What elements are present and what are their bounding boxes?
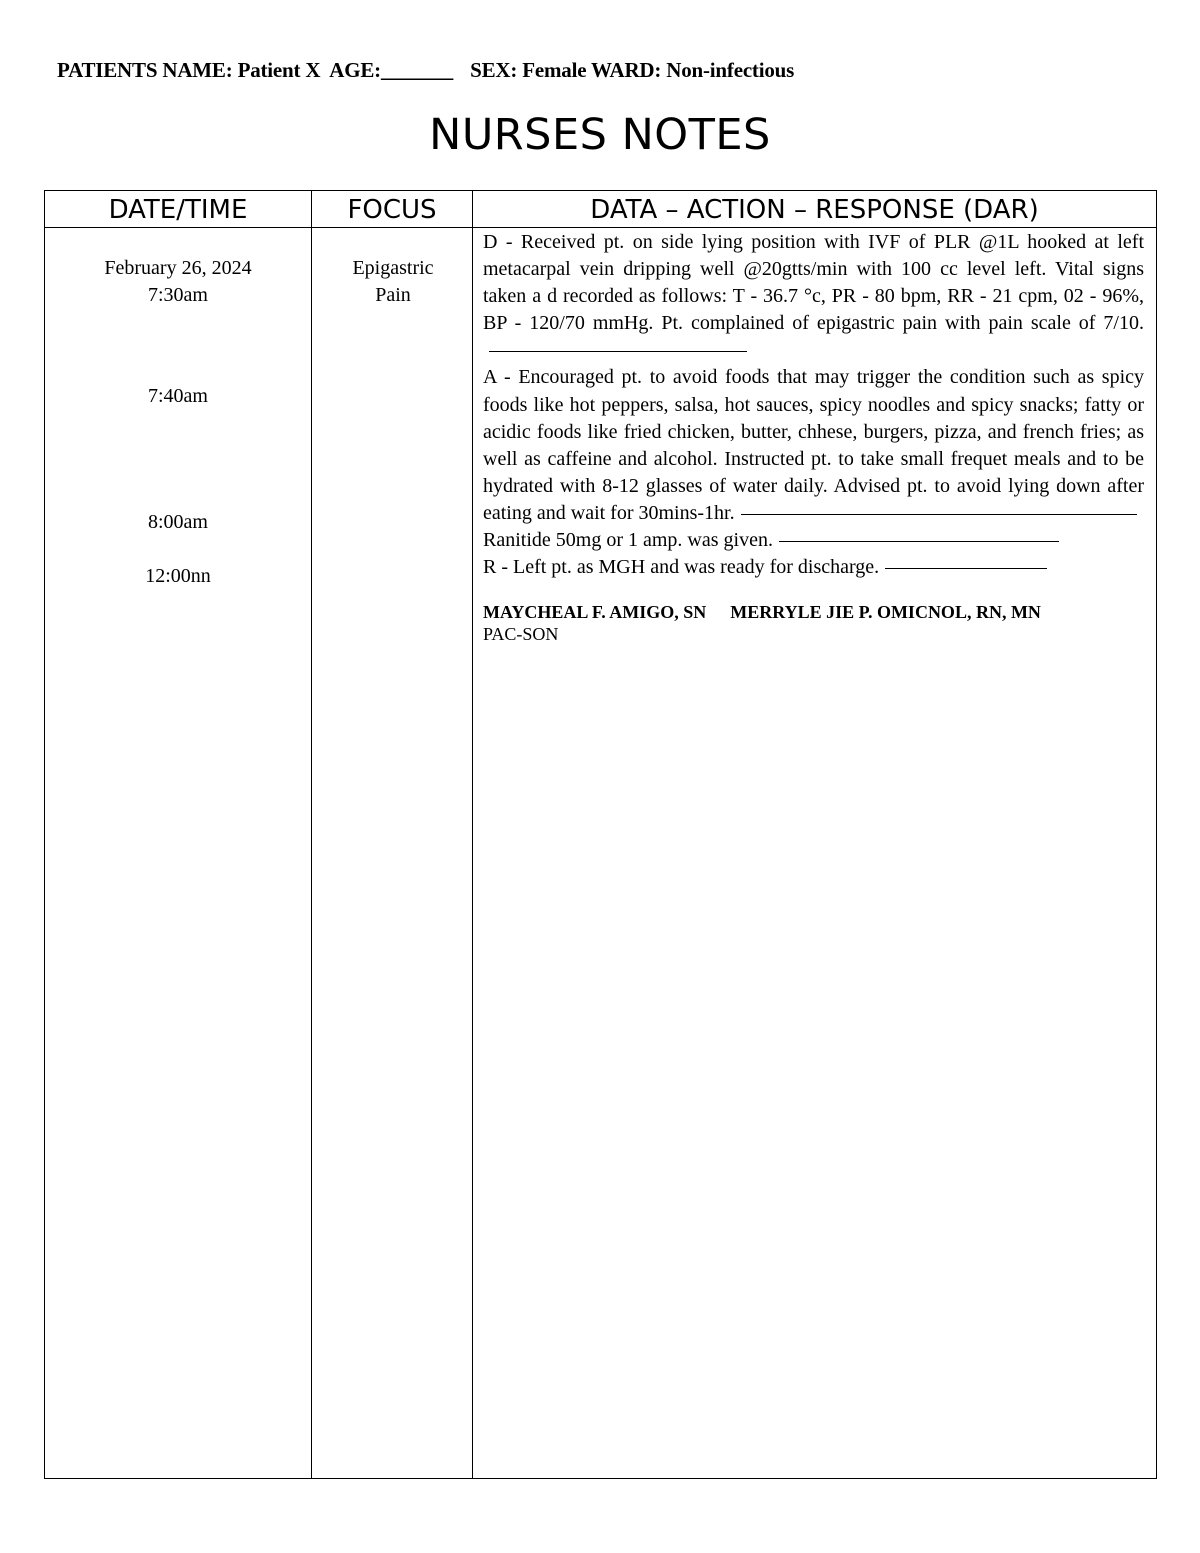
entry-time: 7:40am — [148, 385, 208, 407]
focus-line: Pain — [375, 284, 411, 306]
school-name: PAC-SON — [483, 624, 559, 645]
patient-info-header — [57, 58, 794, 83]
end-line — [885, 568, 1047, 569]
table-header-row — [45, 191, 1156, 228]
end-line — [779, 541, 1059, 542]
signature-line — [483, 601, 1144, 623]
column-divider — [472, 191, 473, 1478]
end-line — [741, 514, 1137, 515]
focus-header: FOCUS — [347, 195, 437, 225]
entry-time: 8:00am — [148, 511, 208, 533]
column-divider — [311, 191, 312, 1478]
entry-time: 12:00nn — [145, 565, 211, 587]
dar-action-text: A - Encouraged pt. to avoid foods that may trigger the condition such as spicy foods like hot peppers, salsa, hot sauces, spicy noodles and spicy snacks; fatty or acidic foods like fried chicken, butter, chhese, burgers, pizza, and french fries; as well as caffeine and alcohol. Instructed pt. to take small frequet meals and to be hydrated with 8-12 glasses of water daily. Advised pt. to avoid lying down after eating and wait for 30mins-1hr. — [483, 366, 1144, 524]
dar-response-text: R - Left pt. as MGH and was ready for discharge. — [483, 556, 880, 579]
sex-label: SEX: — [470, 58, 518, 82]
focus-line: Epigastric — [352, 257, 434, 279]
focus-cell — [313, 255, 473, 309]
datetime-header: DATE/TIME — [108, 195, 248, 225]
age-field: AGE:_______ — [329, 58, 454, 82]
dar-data — [483, 229, 1144, 364]
entry-time: 7:30am — [148, 284, 208, 306]
dar-data-text: D - Received pt. on side lying position with IVF of PLR @1L hooked at left metacarpal vein dripping well @20gtts/min with 100 cc level left. Vital signs taken a d recorded as follows: T - 36.7 °c, PR - 80 bpm, RR - 21 cpm, 02 - 96%, BP - 120/70 mmHg. Pt. complained of epigastric pain with pain scale of 7/10. — [483, 231, 1144, 335]
patient-name-value: Patient X — [237, 58, 321, 82]
dar-response — [483, 554, 1144, 581]
dar-medication — [483, 527, 1144, 554]
dar-header: DATA – ACTION – RESPONSE (DAR) — [590, 195, 1039, 225]
instructor-signature: MERRYLE JIE P. OMICNOL, RN, MN — [730, 602, 1041, 623]
student-signature: MAYCHEAL F. AMIGO, SN — [483, 602, 707, 623]
entry-date: February 26, 2024 — [104, 257, 252, 279]
ward-label: WARD: — [591, 58, 662, 82]
patient-name-label: PATIENTS NAME: — [57, 58, 233, 82]
dar-cell — [483, 229, 1144, 645]
page-title: NURSES NOTES — [429, 110, 771, 160]
nurses-notes-table — [44, 190, 1157, 1479]
ward-value: Non-infectious — [666, 58, 795, 82]
dar-medication-text: Ranitide 50mg or 1 amp. was given. — [483, 529, 773, 552]
sex-value: Female — [522, 58, 587, 82]
dar-action — [483, 364, 1144, 527]
end-line — [489, 351, 747, 352]
